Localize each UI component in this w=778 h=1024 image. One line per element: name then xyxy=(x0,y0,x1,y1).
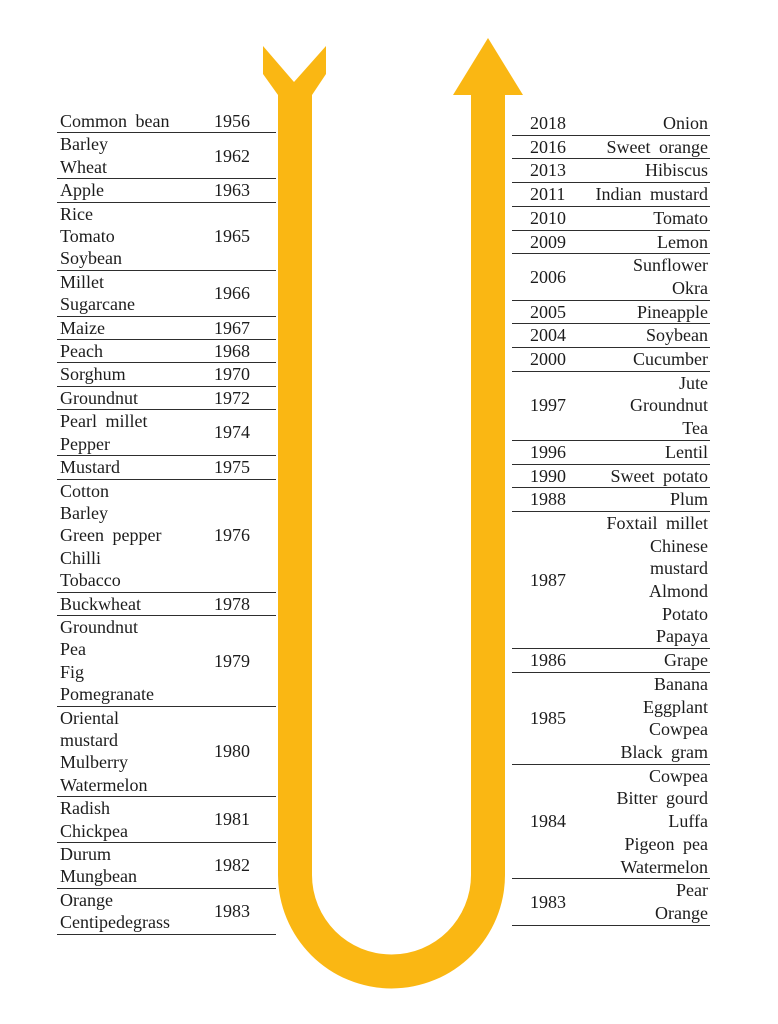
crop-name: Lemon xyxy=(657,231,708,252)
year-label: 2016 xyxy=(530,136,566,157)
crop-name: mustard xyxy=(60,729,118,750)
crop-list xyxy=(57,843,188,888)
crop-list xyxy=(57,133,188,178)
crop-list xyxy=(584,301,710,324)
crop-list xyxy=(57,203,188,270)
crop-list xyxy=(584,488,710,511)
crop-list xyxy=(584,183,710,206)
crop-list xyxy=(57,363,188,385)
crop-list xyxy=(57,480,188,592)
crop-name: Mungbean xyxy=(60,866,137,887)
year-label: 1985 xyxy=(530,707,566,728)
timeline-row xyxy=(57,410,276,456)
year-label: 1980 xyxy=(214,741,250,762)
timeline-row xyxy=(512,673,710,765)
crop-name: Jute xyxy=(679,372,708,393)
timeline-row xyxy=(512,879,710,925)
year-label: 2004 xyxy=(530,325,566,346)
year-label: 1972 xyxy=(214,387,250,408)
crop-name: Chilli xyxy=(60,547,102,568)
timeline-row xyxy=(57,203,276,271)
crop-name: Soybean xyxy=(646,325,708,346)
crop-name: Buckwheat xyxy=(60,593,141,614)
crop-name: Centipedegrass xyxy=(60,912,170,933)
crop-list xyxy=(57,387,188,409)
crop-name: Common bean xyxy=(60,111,170,131)
crop-list xyxy=(57,593,188,615)
year-label: 1966 xyxy=(214,283,250,304)
crop-name: Cowpea xyxy=(649,719,708,740)
crop-name: Durum xyxy=(60,844,111,864)
crop-name: Chinese xyxy=(650,535,708,556)
year-label: 1968 xyxy=(214,341,250,362)
timeline-row xyxy=(512,512,710,649)
crop-list xyxy=(57,271,188,316)
year-label: 1988 xyxy=(530,489,566,510)
timeline-row xyxy=(57,616,276,707)
crop-list xyxy=(584,112,710,135)
timeline-row xyxy=(57,271,276,317)
year-label: 2018 xyxy=(530,113,566,133)
crop-name: Pearl millet xyxy=(60,411,148,432)
crop-name: Rice xyxy=(60,203,93,224)
crop-name: Foxtail millet xyxy=(606,512,708,533)
timeline-row xyxy=(57,456,276,479)
year-label: 1981 xyxy=(214,809,250,830)
crop-list xyxy=(584,159,710,182)
crop-name: Watermelon xyxy=(620,856,708,877)
crop-name: Mulberry xyxy=(60,752,128,773)
year-label: 2006 xyxy=(530,266,566,287)
year-label: 2009 xyxy=(530,231,566,252)
crop-name: Bitter gourd xyxy=(616,788,708,809)
crop-name: Barley xyxy=(60,502,108,523)
timeline-row xyxy=(57,110,276,133)
crop-list xyxy=(584,254,710,299)
crop-name: Cowpea xyxy=(649,765,708,786)
timeline-row xyxy=(57,480,276,593)
timeline-row xyxy=(512,441,710,465)
crop-name: Tomato xyxy=(653,207,708,228)
crop-name: mustard xyxy=(650,558,708,579)
crop-name: Watermelon xyxy=(60,774,148,795)
year-label: 1970 xyxy=(214,364,250,385)
crop-name: Black gram xyxy=(620,741,708,762)
crop-list xyxy=(584,465,710,488)
crop-list xyxy=(584,673,710,764)
crop-name: Apple xyxy=(60,180,104,201)
crop-name: Orange xyxy=(655,902,708,923)
crop-list xyxy=(584,441,710,464)
crop-list xyxy=(57,110,188,132)
timeline-row xyxy=(57,363,276,386)
crop-name: Cotton xyxy=(60,480,110,501)
timeline-row xyxy=(512,136,710,160)
timeline-row xyxy=(512,372,710,441)
year-label: 1982 xyxy=(214,855,250,876)
crop-list xyxy=(57,889,188,934)
timeline-row xyxy=(57,317,276,340)
crop-name: Hibiscus xyxy=(645,160,708,181)
timeline-row xyxy=(512,207,710,231)
crop-name: Radish xyxy=(60,798,111,819)
crop-name: Sugarcane xyxy=(60,294,135,315)
year-label: 2011 xyxy=(530,184,566,205)
crop-name: Sorghum xyxy=(60,364,126,385)
crop-name: Groundnut xyxy=(60,616,138,637)
crop-list xyxy=(57,616,188,706)
crop-name: Oriental xyxy=(60,707,119,728)
crop-list xyxy=(584,765,710,879)
year-label: 1979 xyxy=(214,650,250,671)
year-label: 1983 xyxy=(530,891,566,912)
timeline-row xyxy=(512,348,710,372)
crop-name: Plum xyxy=(669,489,708,510)
timeline-row xyxy=(512,465,710,489)
crop-name: Banana xyxy=(654,673,708,694)
crop-name: Lentil xyxy=(665,441,708,462)
timeline-row xyxy=(512,159,710,183)
timeline-row xyxy=(57,133,276,179)
crop-list xyxy=(584,207,710,230)
crop-name: Millet xyxy=(60,271,104,292)
crop-name: Tea xyxy=(682,418,708,439)
crop-name: Papaya xyxy=(656,626,708,647)
crop-name: Onion xyxy=(663,113,708,133)
crop-name: Okra xyxy=(672,277,708,298)
year-label: 1990 xyxy=(530,465,566,486)
crop-list xyxy=(57,456,188,478)
crop-name: Tomato xyxy=(60,226,115,247)
timeline-row xyxy=(57,593,276,616)
crop-name: Pineapple xyxy=(637,301,708,322)
crop-list xyxy=(57,317,188,339)
timeline-row xyxy=(512,183,710,207)
u-turn-arrow-shape xyxy=(263,38,523,988)
year-label: 1963 xyxy=(214,180,250,201)
timeline-row xyxy=(512,254,710,300)
crop-list xyxy=(57,797,188,842)
crop-name: Grape xyxy=(664,650,708,671)
year-label: 1987 xyxy=(530,569,566,590)
year-label: 1986 xyxy=(530,650,566,671)
crop-name: Sweet potato xyxy=(610,465,708,486)
crop-list xyxy=(584,324,710,347)
crop-name: Fig xyxy=(60,661,85,682)
year-label: 2013 xyxy=(530,160,566,181)
crop-name: Pigeon pea xyxy=(624,833,708,854)
crop-name: Soybean xyxy=(60,248,122,269)
timeline-row xyxy=(512,488,710,512)
year-label: 1975 xyxy=(214,457,250,478)
crop-name: Eggplant xyxy=(643,696,708,717)
year-label: 1983 xyxy=(214,901,250,922)
crop-name: Indian mustard xyxy=(595,184,708,205)
timeline-row xyxy=(512,649,710,673)
crop-name: Mustard xyxy=(60,457,120,478)
timeline-row xyxy=(512,301,710,325)
crop-name: Sweet orange xyxy=(606,136,708,157)
crop-name: Maize xyxy=(60,317,105,338)
crop-list xyxy=(584,372,710,440)
crop-name: Pomegranate xyxy=(60,684,154,705)
crop-name: Peach xyxy=(60,341,103,362)
crop-name: Luffa xyxy=(668,811,708,832)
left-timeline-table xyxy=(57,110,276,935)
crop-name: Green pepper xyxy=(60,525,162,546)
timeline-row xyxy=(512,765,710,880)
crop-list xyxy=(57,179,188,201)
crop-list xyxy=(584,512,710,648)
crop-name: Pea xyxy=(60,639,86,660)
crop-list xyxy=(584,231,710,254)
crop-list xyxy=(584,348,710,371)
crop-name: Sunflower xyxy=(633,255,708,276)
crop-list xyxy=(584,649,710,672)
crop-name: Potato xyxy=(661,603,708,624)
crop-name: Chickpea xyxy=(60,820,128,841)
year-label: 1976 xyxy=(214,525,250,546)
crop-list xyxy=(584,879,710,924)
timeline-row xyxy=(57,179,276,202)
crop-name: Orange xyxy=(60,889,113,910)
crop-list xyxy=(57,707,188,797)
crop-name: Barley xyxy=(60,134,108,155)
crop-name: Pepper xyxy=(60,433,110,454)
timeline-row xyxy=(57,889,276,935)
year-label: 2010 xyxy=(530,207,566,228)
year-label: 1962 xyxy=(214,145,250,166)
year-label: 1978 xyxy=(214,593,250,614)
timeline-row xyxy=(512,112,710,136)
timeline-row xyxy=(57,707,276,798)
year-label: 2000 xyxy=(530,349,566,370)
year-label: 1996 xyxy=(530,441,566,462)
crop-name: Almond xyxy=(648,581,708,602)
year-label: 1967 xyxy=(214,317,250,338)
timeline-row xyxy=(512,231,710,255)
crop-name: Wheat xyxy=(60,156,107,177)
crop-name: Cucumber xyxy=(633,349,708,370)
year-label: 1997 xyxy=(530,395,566,416)
crop-name: Groundnut xyxy=(60,387,138,408)
crop-name: Tobacco xyxy=(60,570,121,591)
crop-name: Groundnut xyxy=(630,395,708,416)
year-label: 1956 xyxy=(214,111,250,131)
timeline-row xyxy=(57,843,276,889)
right-timeline-table xyxy=(512,112,710,926)
year-label: 1974 xyxy=(214,422,250,443)
year-label: 1965 xyxy=(214,226,250,247)
crop-name: Pear xyxy=(676,880,708,901)
timeline-row xyxy=(57,797,276,843)
timeline-row xyxy=(57,340,276,363)
timeline-row xyxy=(512,324,710,348)
crop-list xyxy=(57,340,188,362)
crop-list xyxy=(584,136,710,159)
year-label: 1984 xyxy=(530,811,566,832)
year-label: 2005 xyxy=(530,301,566,322)
timeline-row xyxy=(57,387,276,410)
crop-list xyxy=(57,410,188,455)
